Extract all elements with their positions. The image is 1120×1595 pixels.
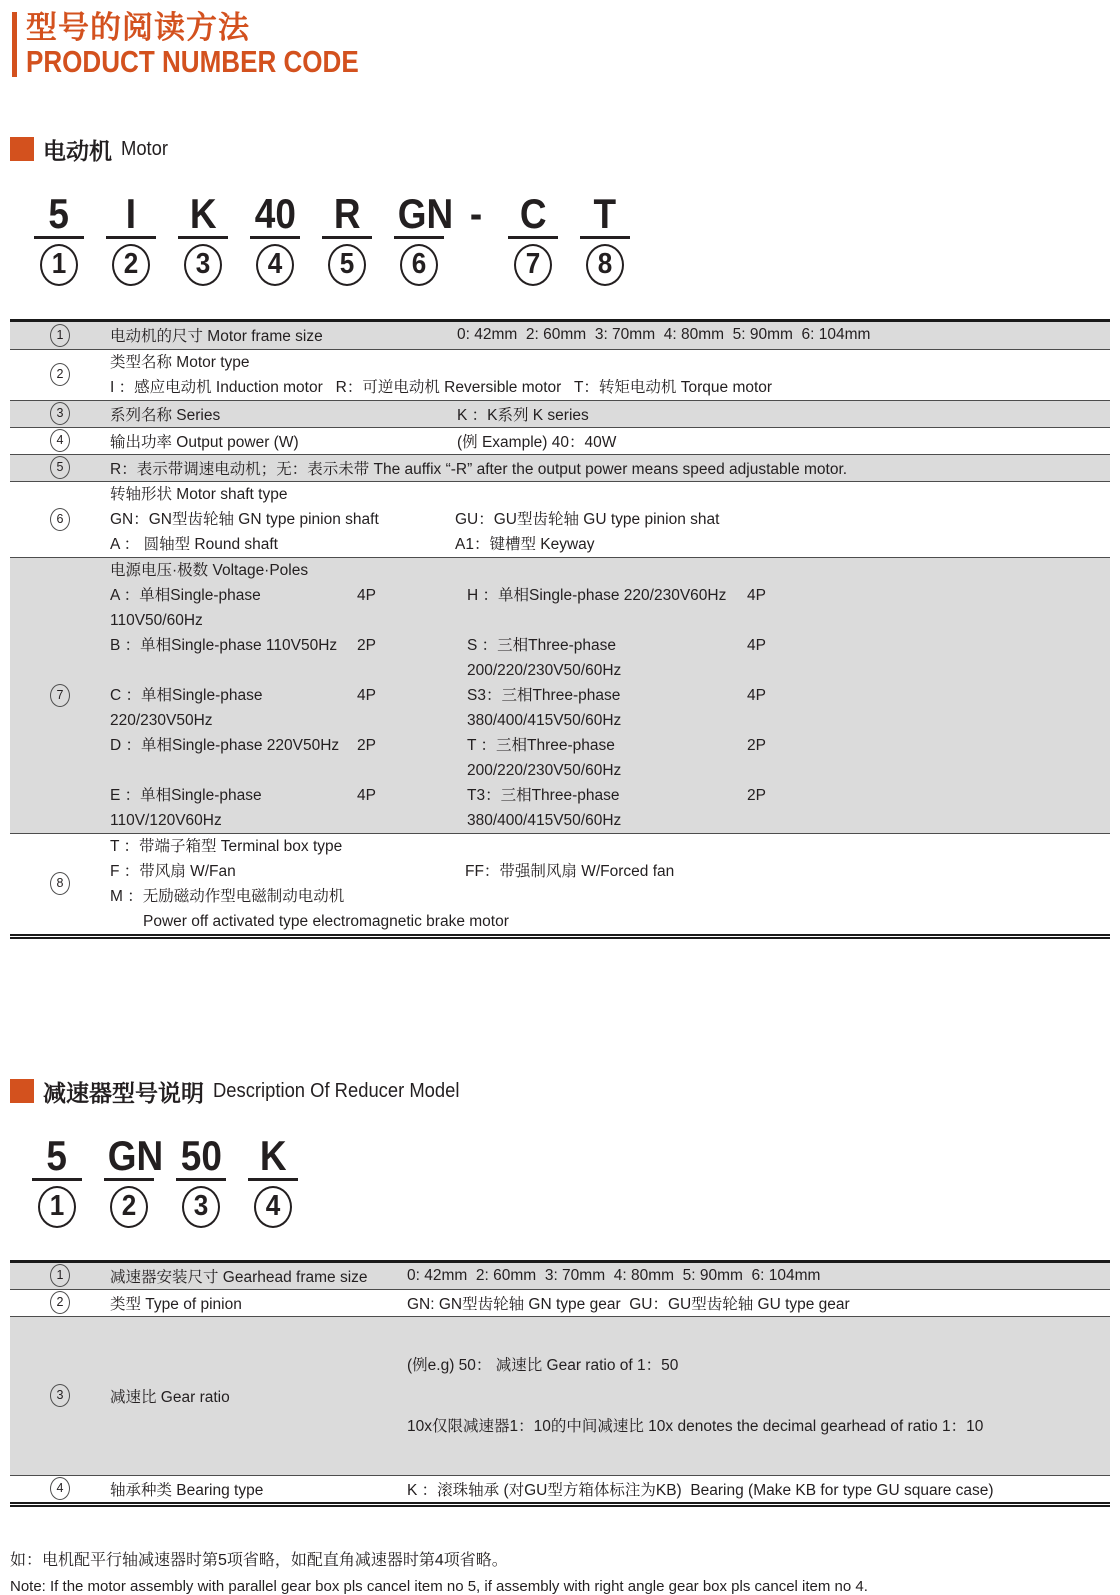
voltage-option: S ：三相Three-phase 200/220/230V50/60Hz <box>467 636 622 679</box>
code-segment <box>248 1131 298 1228</box>
code-char: 50 <box>180 1131 222 1179</box>
motor-table-row-6 <box>10 482 1110 558</box>
voltage-option: B ：单相Single-phase 110V50Hz <box>110 636 338 654</box>
code-segment <box>508 189 558 286</box>
reducer-heading-cn: 减速器型号说明 <box>43 1079 204 1106</box>
poles: 2P <box>357 736 376 754</box>
circled-number: 4 <box>254 1186 292 1228</box>
motor-table-row-5 <box>10 455 1110 482</box>
code-char: K <box>259 1131 287 1179</box>
row-detail: I ：感应电动机 Induction motor R：可逆电动机 Reversible motor T：转矩电动机 Torque motor <box>110 378 773 396</box>
poles: 2P <box>747 786 766 804</box>
shaft-option: A1：键槽型 Keyway <box>455 535 595 553</box>
row-number-circle: 6 <box>50 508 70 531</box>
row-value: (例 Example) 40：40W <box>457 433 617 451</box>
orange-square-bullet <box>10 1079 34 1103</box>
catalog-page <box>0 10 1120 1595</box>
motor-table-row-7 <box>10 558 1110 834</box>
code-segment <box>322 189 372 286</box>
shaft-option: A ： 圆轴型 Round shaft <box>110 535 278 553</box>
voltage-option: T3：三相Three-phase 380/400/415V50/60Hz <box>467 786 624 829</box>
row-value-line: (例e.g) 50： 减速比 Gear ratio of 1：50 <box>407 1356 679 1374</box>
code-char: I <box>125 189 137 237</box>
voltage-row <box>110 583 1102 633</box>
motor-heading-en: Motor <box>121 137 169 160</box>
row-value: GN: GN型齿轮轴 GN type gear GU：GU型齿轮轴 GU type gear <box>407 1295 850 1313</box>
motor-table-row-4 <box>10 428 1110 455</box>
motor-table-row-1 <box>10 322 1110 350</box>
code-char: 40 <box>254 189 296 237</box>
code-segment <box>178 189 228 286</box>
reducer-code-diagram <box>32 1131 1120 1228</box>
row-number-circle: 2 <box>50 1291 70 1314</box>
circled-number: 7 <box>514 244 552 286</box>
voltage-option: H ：单相Single-phase 220/230V60Hz <box>467 586 727 604</box>
code-char: GN <box>397 189 454 237</box>
option-line: M ：无励磁动作型电磁制动电动机 <box>110 887 345 905</box>
reducer-section-heading <box>10 1075 1120 1108</box>
circled-number: 8 <box>586 244 624 286</box>
circled-number: 1 <box>40 244 78 286</box>
row-label: 类型 Type of pinion <box>110 1295 242 1313</box>
shaft-option: GN：GN型齿轮轴 GN type pinion shaft <box>110 510 379 528</box>
row-label: 输出功率 Output power (W) <box>110 433 299 451</box>
code-segment <box>34 189 84 286</box>
page-header <box>12 12 1120 77</box>
row-number-circle: 1 <box>50 1264 70 1287</box>
circled-number: 2 <box>110 1186 148 1228</box>
motor-section-heading <box>10 133 1120 166</box>
footnote-cn: 如：电机配平行轴减速器时第5项省略，如配直角减速器时第4项省略。 <box>10 1551 508 1569</box>
code-segment <box>106 189 156 286</box>
row-text: R：表示带调速电动机；无：表示未带 The auffix “-R” after the output power means speed adjustable motor. <box>110 460 848 478</box>
code-char: K <box>189 189 217 237</box>
poles: 4P <box>357 686 376 704</box>
voltage-row <box>110 733 1102 783</box>
circled-number: 4 <box>256 244 294 286</box>
motor-code-table <box>10 319 1110 939</box>
code-char: R <box>333 189 361 237</box>
row-label: 电动机的尺寸 Motor frame size <box>110 328 323 346</box>
voltage-row <box>110 783 1102 833</box>
code-segment <box>176 1131 226 1228</box>
voltage-row <box>110 633 1102 683</box>
circled-number: 3 <box>182 1186 220 1228</box>
poles: 2P <box>357 636 376 654</box>
reducer-table-row-2 <box>10 1290 1110 1317</box>
row-label: 减速器安装尺寸 Gearhead frame size <box>110 1268 368 1286</box>
row-label: 减速比 Gear ratio <box>110 1388 230 1406</box>
row-number-circle: 7 <box>50 684 70 707</box>
row-title: 类型名称 Motor type <box>110 353 250 371</box>
row-number-circle: 4 <box>50 429 70 452</box>
code-char: GN <box>107 1131 164 1179</box>
poles: 4P <box>357 586 376 604</box>
row-value-line: 10x仅限减速器1：10的中间减速比 10x denotes the decimal gearhead of ratio 1：10 <box>407 1417 984 1435</box>
motor-table-row-8 <box>10 834 1110 934</box>
row-number-circle: 2 <box>50 363 70 386</box>
voltage-option: D ：单相Single-phase 220V50Hz <box>110 736 340 754</box>
row-value: K ：滚珠轴承 (对GU型方箱体标注为KB) Bearing (Make KB for type GU square case) <box>407 1481 994 1499</box>
reducer-code-table <box>10 1260 1110 1507</box>
code-segment <box>250 189 300 286</box>
circled-number: 3 <box>184 244 222 286</box>
circled-number: 2 <box>112 244 150 286</box>
poles: 4P <box>747 686 766 704</box>
row-number-circle: 5 <box>50 456 70 479</box>
shaft-option: GU：GU型齿轮轴 GU type pinion shat <box>455 510 720 528</box>
reducer-table-row-3 <box>10 1317 1110 1476</box>
row-title: 转轴形状 Motor shaft type <box>110 485 288 503</box>
option-line: F ：带风扇 W/Fan <box>110 862 236 880</box>
code-segment <box>32 1131 82 1228</box>
voltage-option: S3：三相Three-phase 380/400/415V50/60Hz <box>467 686 625 729</box>
page-title-cn: 型号的阅读方法 <box>26 10 250 45</box>
row-number-circle: 4 <box>50 1477 70 1500</box>
code-char: - <box>469 189 483 237</box>
reducer-table-row-1 <box>10 1263 1110 1290</box>
voltage-option: E ：单相Single-phase 110V/120V60Hz <box>110 786 266 829</box>
circled-number: 1 <box>38 1186 76 1228</box>
accent-bar <box>12 12 17 77</box>
circled-number: 5 <box>328 244 366 286</box>
row-label: 轴承种类 Bearing type <box>110 1481 264 1499</box>
voltage-option: A ：单相Single-phase 110V50/60Hz <box>110 586 266 629</box>
voltage-option: C ：单相Single-phase 220/230V50Hz <box>110 686 267 729</box>
voltage-row <box>110 683 1102 733</box>
code-segment <box>104 1131 164 1228</box>
code-char: 5 <box>46 1131 68 1179</box>
page-title-en: PRODUCT NUMBER CODE <box>26 43 359 79</box>
code-segment <box>580 189 630 286</box>
row-number-circle: 3 <box>50 402 70 425</box>
poles: 2P <box>747 736 766 754</box>
footnote <box>10 1547 1120 1595</box>
row-number-circle: 3 <box>50 1384 70 1407</box>
row-title: 电源电压·极数 Voltage·Poles <box>110 561 309 579</box>
reducer-heading-en: Description Of Reducer Model <box>213 1079 460 1102</box>
motor-table-row-3 <box>10 401 1110 428</box>
row-number-circle: 8 <box>50 872 70 895</box>
option-line: FF：带强制风扇 W/Forced fan <box>465 862 675 880</box>
motor-heading-cn: 电动机 <box>43 137 112 164</box>
code-char: T <box>593 189 617 237</box>
row-value: 0: 42mm 2: 60mm 3: 70mm 4: 80mm 5: 90mm 6: 104mm <box>407 1266 821 1284</box>
code-dash <box>466 189 486 237</box>
circled-number: 6 <box>400 244 438 286</box>
row-label: 系列名称 Series <box>110 406 221 424</box>
row-value: K ：K系列 K series <box>457 406 589 424</box>
option-line: Power off activated type electromagnetic brake motor <box>143 912 509 930</box>
motor-code-diagram <box>34 189 1120 286</box>
option-line: T ：带端子箱型 Terminal box type <box>110 837 343 855</box>
reducer-table-row-4 <box>10 1476 1110 1502</box>
poles: 4P <box>747 586 766 604</box>
code-char: 5 <box>48 189 70 237</box>
row-value: 0: 42mm 2: 60mm 3: 70mm 4: 80mm 5: 90mm 6: 104mm <box>457 326 871 344</box>
row-number-circle: 1 <box>50 324 70 347</box>
poles: 4P <box>747 636 766 654</box>
footnote-en: Note: If the motor assembly with parallel gear box pls cancel item no 5, if assembly with right angle gear box pls cancel item no 4. <box>10 1577 868 1595</box>
orange-square-bullet <box>10 137 34 161</box>
voltage-option: T ：三相Three-phase 200/220/230V50/60Hz <box>467 736 622 779</box>
motor-table-row-2 <box>10 350 1110 401</box>
poles: 4P <box>357 786 376 804</box>
code-segment <box>394 189 454 286</box>
code-char: C <box>519 189 547 237</box>
